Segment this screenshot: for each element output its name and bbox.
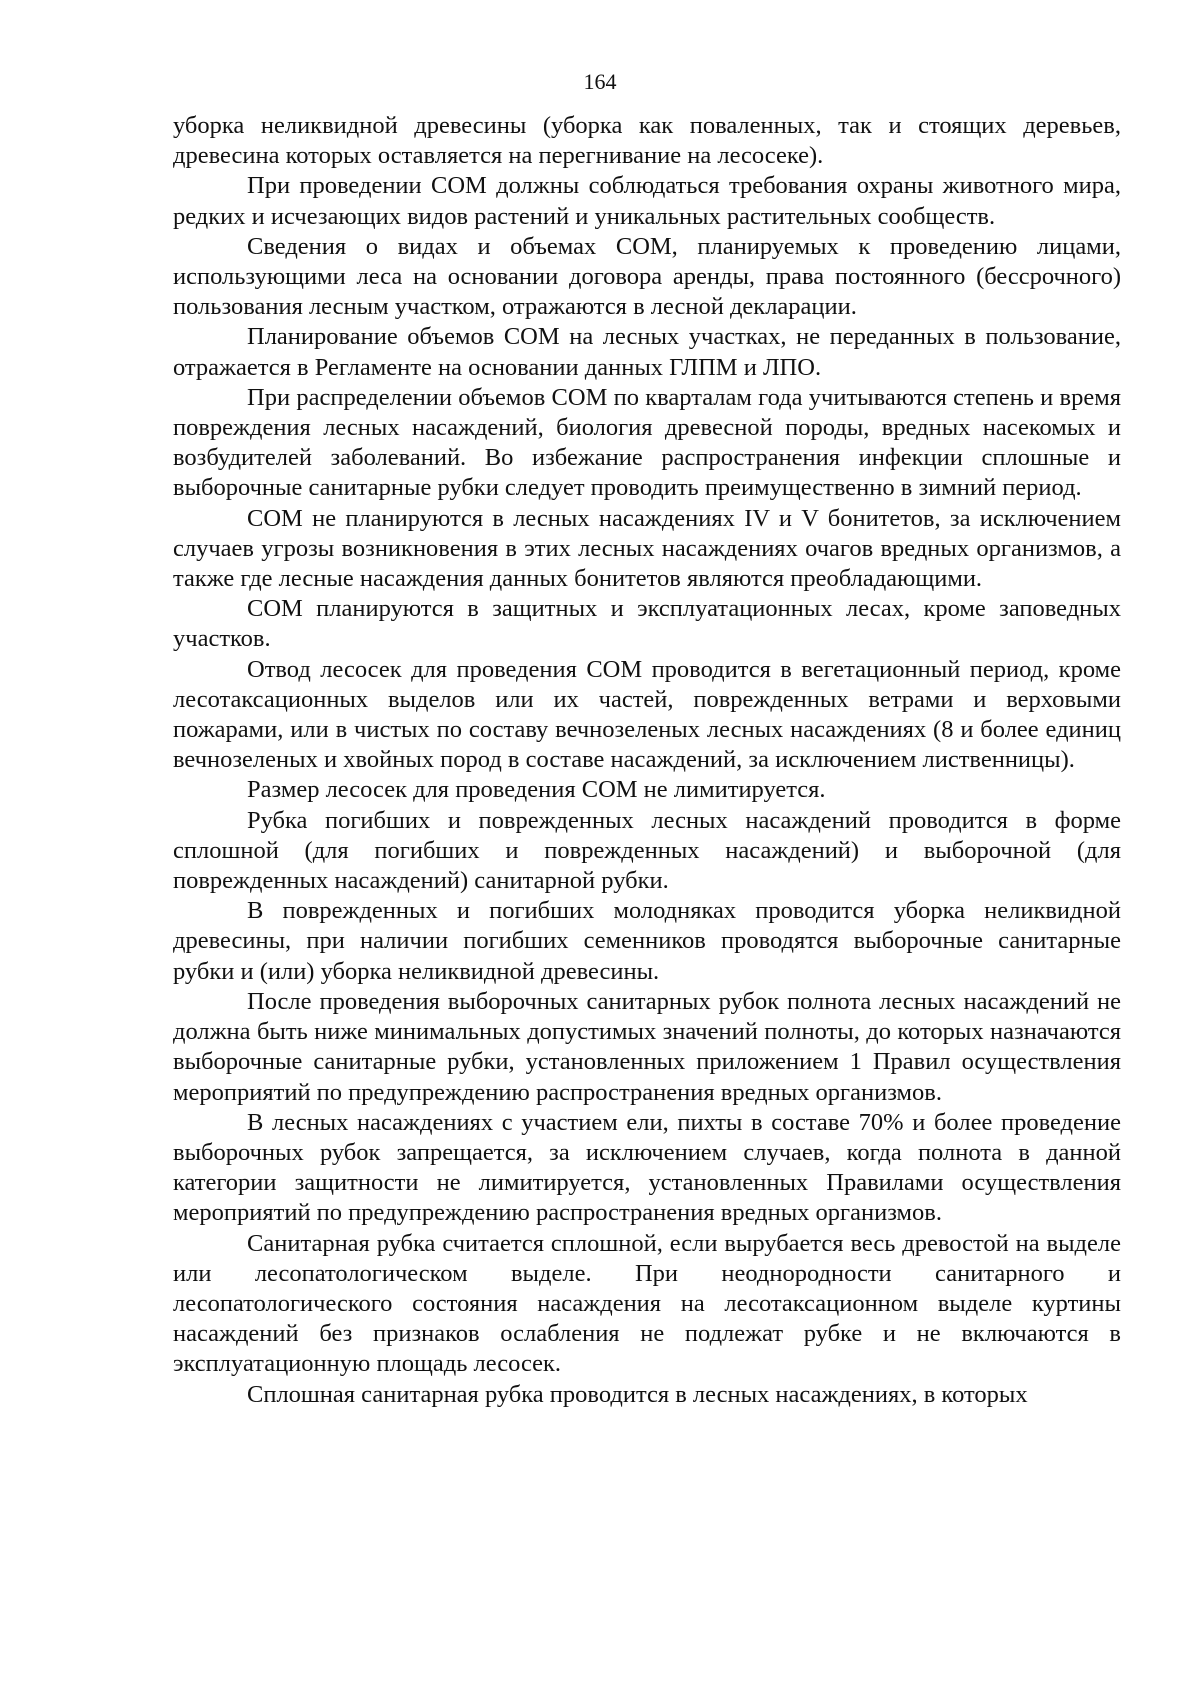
paragraph: В лесных насаждениях с участием ели, пихты в составе 70% и более проведение выборочных рубок запрещается, за исключением случаев, когда полнота в данной категории защитности не лимитируется, установленных Правилами осуществления мероприятий по предупреждению распространения вредных организмов. [173, 1108, 1121, 1227]
paragraph: При проведении СОМ должны соблюдаться требования охраны животного мира, редких и исчезающих видов растений и уникальных растительных сообществ. [173, 172, 1121, 230]
paragraph: Размер лесосек для проведения СОМ не лимитируется. [247, 776, 826, 804]
paragraph: После проведения выборочных санитарных рубок полнота лесных насаждений не должна быть ниже минимальных допустимых значений полноты, до которых назначаются выборочные санитарные рубки, установленных приложением 1 Правил осуществления мероприятий по предупреждению распространения вредных организмов. [173, 987, 1121, 1106]
page-number: 164 [583, 69, 617, 94]
paragraph: Планирование объемов СОМ на лесных участках, не переданных в пользование, отражается в Регламенте на основании данных ГЛПМ и ЛПО. [173, 323, 1121, 381]
paragraph: Санитарная рубка считается сплошной, если вырубается весь древостой на выделе или лесопатологическом выделе. При неоднородности санитарного и лесопатологического состояния насаждения на лесотаксационном выделе куртины насаждений без признаков ослабления не подлежат рубке и не включаются в эксплуатационную площадь лесосек. [173, 1229, 1121, 1378]
paragraph: СОМ не планируются в лесных насаждениях IV и V бонитетов, за исключением случаев угрозы возникновения в этих лесных насаждениях очагов вредных организмов, а также где лесные насаждения данных бонитетов являются преобладающими. [173, 504, 1121, 593]
paragraph: СОМ планируются в защитных и эксплуатационных лесах, кроме заповедных участков. [173, 595, 1121, 653]
paragraph: Отвод лесосек для проведения СОМ проводится в вегетационный период, кроме лесотаксационных выделов или их частей, поврежденных ветрами и верховыми пожарами, или в чистых по составу вечнозеленых лесных насаждениях (8 и более единиц вечнозеленых и хвойных пород в составе насаждений, за исключением лиственницы). [173, 655, 1121, 774]
document-body [173, 111, 1121, 1410]
paragraph: Рубка погибших и поврежденных лесных насаждений проводится в форме сплошной (для погибших и поврежденных насаждений) и выборочной (для поврежденных насаждений) санитарной рубки. [173, 806, 1121, 895]
paragraph: Сплошная санитарная рубка проводится в лесных насаждениях, в которых [247, 1380, 1028, 1408]
paragraph: Сведения о видах и объемах СОМ, планируемых к проведению лицами, использующими леса на основании договора аренды, права постоянного (бессрочного) пользования лесным участком, отражаются в лесной декларации. [173, 232, 1121, 321]
paragraph: В поврежденных и погибших молодняках проводится уборка неликвидной древесины, при наличии погибших семенников проводятся выборочные санитарные рубки и (или) уборка неликвидной древесины. [173, 897, 1121, 985]
paragraph: При распределении объемов СОМ по кварталам года учитываются степень и время повреждения лесных насаждений, биология древесной породы, вредных насекомых и возбудителей заболеваний. Во избежание распространения инфекции сплошные и выборочные санитарные рубки следует проводить преимущественно в зимний период. [173, 383, 1121, 502]
paragraph-continuation: уборка неликвидной древесины (уборка как поваленных, так и стоящих деревьев, древесина которых оставляется на перегнивание на лесосеке). [173, 112, 1121, 170]
